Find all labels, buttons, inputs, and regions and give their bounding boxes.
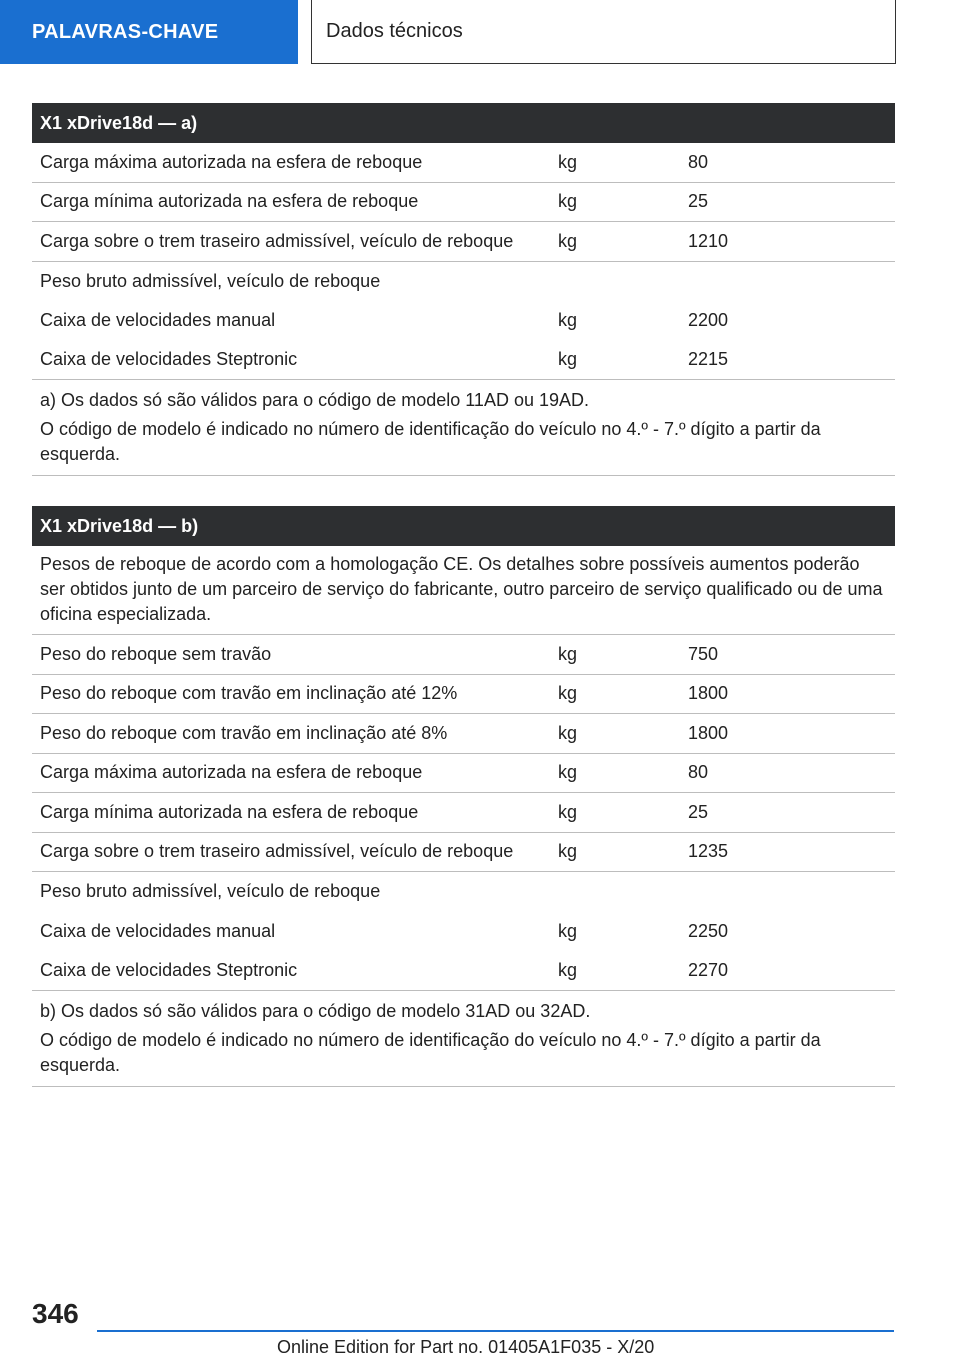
- row-label: Caixa de velocidades Steptronic: [40, 349, 298, 370]
- table-row: [32, 143, 895, 183]
- table-row: [32, 793, 895, 833]
- page-number: 346: [32, 1298, 79, 1329]
- row-label: Peso do reboque sem travão: [40, 643, 272, 664]
- row-label: Carga máxima autorizada na esfera de reboque: [40, 151, 423, 172]
- table-section-b: [32, 506, 895, 1087]
- section-a-note: [32, 380, 895, 476]
- row-unit: kg: [558, 643, 578, 664]
- row-label: Carga máxima autorizada na esfera de reboque: [40, 762, 423, 783]
- note-line: O código de modelo é indicado no número de identificação do veículo no 4.º - 7.º dígito a partir da esquerda.: [40, 1029, 821, 1075]
- row-label: Carga sobre o trem traseiro admissível, veículo de reboque: [40, 230, 514, 251]
- row-unit: kg: [558, 191, 578, 212]
- section-b-heading: X1 xDrive18d — b): [32, 506, 895, 546]
- row-label: Caixa de velocidades manual: [40, 920, 276, 941]
- note-line: b) Os dados só são válidos para o código de modelo 31AD ou 32AD.: [40, 1000, 591, 1021]
- footer-divider: [97, 1330, 894, 1332]
- row-value: 750: [688, 643, 719, 664]
- table-row: [32, 833, 895, 873]
- table-row: [32, 262, 895, 302]
- note-line: O código de modelo é indicado no número de identificação do veículo no 4.º - 7.º dígito a partir da esquerda.: [40, 419, 821, 464]
- chapter-title: Dados técnicos: [311, 0, 896, 64]
- row-unit: kg: [558, 151, 578, 172]
- row-unit: kg: [558, 920, 578, 941]
- table-row: [32, 872, 895, 912]
- table-row: [32, 912, 895, 952]
- row-unit: kg: [558, 310, 578, 331]
- row-value: 1210: [688, 230, 729, 251]
- row-unit: kg: [558, 801, 578, 822]
- row-label: Peso do reboque com travão em inclinação até 8%: [40, 722, 448, 743]
- table-row: [32, 951, 895, 991]
- row-value: 25: [688, 191, 709, 212]
- row-label: Caixa de velocidades Steptronic: [40, 959, 298, 980]
- row-label: Carga sobre o trem traseiro admissível, veículo de reboque: [40, 841, 514, 862]
- row-label: Peso bruto admissível, veículo de reboque: [40, 881, 381, 902]
- row-unit: kg: [558, 349, 578, 370]
- row-value: 80: [688, 151, 709, 172]
- edition-text: Online Edition for Part no. 01405A1F035 - X/20: [277, 1337, 655, 1357]
- row-value: 1800: [688, 683, 729, 704]
- row-label: Peso do reboque com travão em inclinação até 12%: [40, 683, 458, 704]
- row-label: Carga mínima autorizada na esfera de reboque: [40, 191, 419, 212]
- row-value: 2270: [688, 959, 729, 980]
- row-unit: kg: [558, 683, 578, 704]
- table-row: [32, 675, 895, 715]
- row-label: Peso bruto admissível, veículo de reboque: [40, 270, 381, 291]
- row-value: 80: [688, 762, 709, 783]
- table-section-a: [32, 103, 895, 476]
- table-row: [32, 635, 895, 675]
- section-b-intro: Pesos de reboque de acordo com a homologação CE. Os detalhes sobre possíveis aumentos poderão ser obtidos junto de um parceiro de serviço do fabricante, outro parceiro de serviço qualificado ou de uma oficina especializada.: [32, 546, 895, 635]
- row-label: Caixa de velocidades manual: [40, 310, 276, 331]
- table-row: [32, 754, 895, 794]
- keywords-tab[interactable]: PALAVRAS-CHAVE: [0, 0, 298, 64]
- row-value: 25: [688, 801, 709, 822]
- row-value: 1235: [688, 841, 729, 862]
- row-value: 1800: [688, 722, 729, 743]
- row-value: 2215: [688, 349, 729, 370]
- row-value: 2200: [688, 310, 729, 331]
- section-a-heading: X1 xDrive18d — a): [32, 103, 895, 143]
- row-label: Carga mínima autorizada na esfera de reboque: [40, 801, 419, 822]
- table-row: [32, 714, 895, 754]
- row-unit: kg: [558, 959, 578, 980]
- table-row: [32, 183, 895, 223]
- row-value: 2250: [688, 920, 729, 941]
- note-line: a) Os dados só são válidos para o código de modelo 11AD ou 19AD.: [40, 390, 589, 410]
- row-unit: kg: [558, 841, 578, 862]
- row-unit: kg: [558, 230, 578, 251]
- row-unit: kg: [558, 762, 578, 783]
- section-b-note: [32, 991, 895, 1087]
- table-row: [32, 301, 895, 341]
- table-row: [32, 222, 895, 262]
- table-row: [32, 341, 895, 381]
- row-unit: kg: [558, 722, 578, 743]
